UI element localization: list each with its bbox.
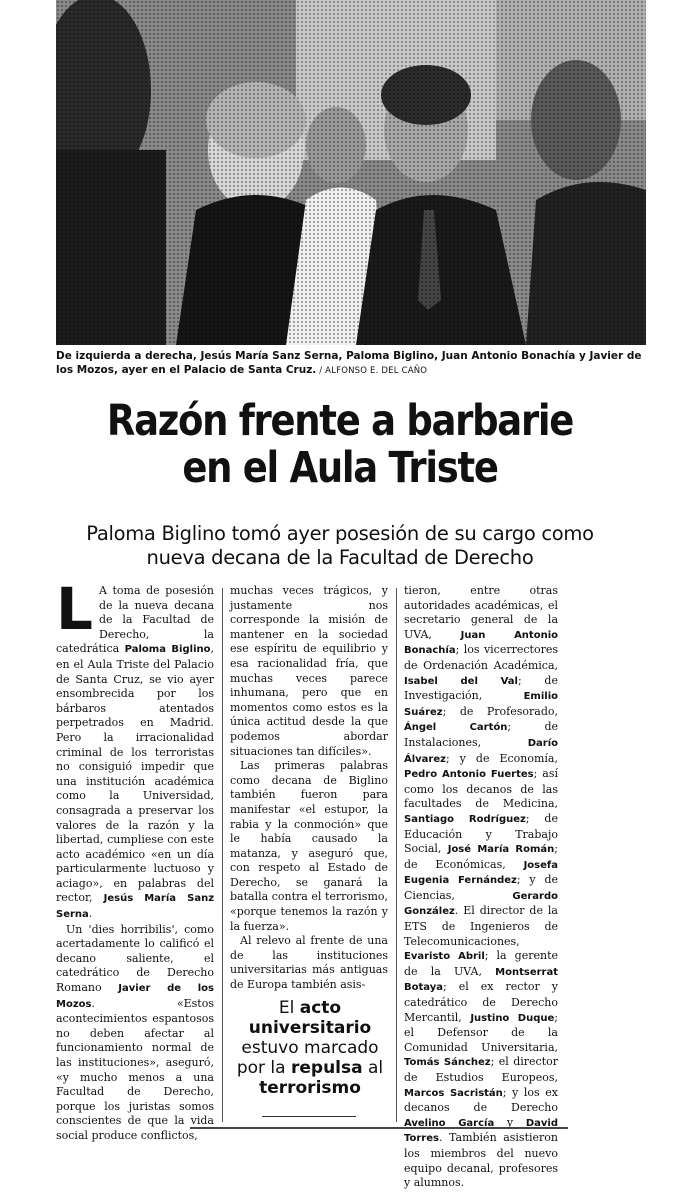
text: ; el director de Estudios Europeos, (404, 1055, 558, 1084)
text: ; los vicerrectores de Ordenación Académica, (404, 643, 558, 672)
bottom-rule (190, 1127, 568, 1129)
person-name: Tomás Sánchez (404, 1057, 491, 1069)
quote-text: por la (236, 1058, 291, 1078)
quote-text: El (278, 998, 300, 1018)
quote-text-bold: universitario (248, 1018, 372, 1038)
paragraph: muchas veces trágicos, y justamente nos corresponde la misión de mantener en la sociedad ese espíritu de equilibrio y esa racionalidad fría, que muchas veces parece inhumana, pero que en momentos como estos es la única actitud desde la que podemos abordar situaciones tan difíciles». (230, 584, 388, 758)
person-name: David Torres (404, 1117, 558, 1145)
text: ; el Defensor de la Comunidad Universitaria, (404, 1010, 558, 1054)
news-photo (56, 0, 646, 345)
paragraph (56, 923, 214, 1144)
person-name: Jesús María Sanz Serna (56, 893, 215, 921)
text: ; y de Ciencias, (404, 873, 559, 902)
text: , en el Aula Triste del Palacio de Santa Cruz, se vio ayer ensombrecida por los bárbaros atentados perpetrados en Madrid. Pero la irracionalidad criminal de los terroristas no consiguió impedir que una institución académica como la Universidad, consagrada a preservar los valores de la razón y la libertad, cumpliese con este acto académico «en un día particularmente luctuoso y aciago», en palabras del rector, (56, 642, 214, 905)
column-divider (222, 588, 223, 1122)
headline-line-2: en el Aula Triste (182, 443, 498, 493)
column-divider (396, 588, 397, 1122)
paragraph: Las primeras palabras como decana de Biglino también fueron para manifestar «el estupor, la rabia y la conmoción» que le había causado la matanza, y aseguró que, con respeto al Estado de Derecho, se ganará la batalla contra el terrorismo, «porque tenemos la razón y la fuerza». (230, 759, 388, 933)
article-column-1 (56, 575, 215, 1144)
text: . «Estos acontecimientos espantosos no deben afectar al funcionamiento normal de las instituciones», aseguró, «y mucho menos a una Facultad de Derecho, porque los juristas somos conscientes de que la vida social produce conflictos, (56, 996, 214, 1142)
paragraph: Al relevo al frente de una de las instituciones universitarias más antiguas de Europa también asis- (230, 934, 388, 992)
photo-credit: / ALFONSO E. DEL CAÑO (316, 366, 428, 376)
paragraph (56, 575, 215, 923)
person-name: Evaristo Abril (404, 951, 485, 963)
text: y (494, 1115, 526, 1129)
text: ; de Educación y Trabajo Social, (404, 811, 558, 856)
caption-text: De izquierda a derecha, Jesús María Sanz Serna, Paloma Biglino, Juan Antonio Bonachía y Javier de los Mozos, ayer en el Palacio de Santa Cruz. (56, 350, 642, 376)
subheadline-line-1: Paloma Biglino tomó ayer posesión de su cargo como (86, 522, 594, 545)
photo-image (56, 0, 646, 345)
person-name: Avelino García (404, 1117, 495, 1129)
person-name: José María Román (447, 844, 555, 856)
person-name: Montserrat Botaya (404, 966, 558, 994)
text: A toma de posesión de la nueva decana de la Facultad de Derecho, la catedrática (56, 584, 214, 656)
person-name: Gerardo González (404, 890, 558, 918)
article-column-2 (230, 584, 388, 993)
quote-text-bold: repulsa (290, 1058, 363, 1078)
text: tieron, entre otras autoridades académicas, el secretario general de la UVA, (404, 584, 558, 641)
article-column-3 (404, 584, 558, 1191)
person-name: Marcos Sacristán (404, 1087, 503, 1099)
text: ; la gerente de la UVA, (404, 949, 558, 978)
text: . (88, 907, 93, 921)
person-name: Pedro Antonio Fuertes (404, 769, 534, 781)
text: ; de Profesorado, (442, 704, 558, 718)
text: ; y de Economía, (445, 751, 558, 765)
person-name: Javier de los Mozos (56, 983, 214, 1010)
drop-cap: L (56, 575, 93, 643)
text: ; de Investigación, (404, 673, 558, 703)
paragraph (404, 584, 558, 1191)
person-name: Josefa Eugenia Fernández (404, 859, 558, 887)
photo-caption (56, 349, 646, 378)
quote-rule (262, 1116, 356, 1117)
headline-line-1: Razón frente a barbarie (106, 396, 574, 446)
person-name: Emilio Suárez (404, 691, 558, 718)
quote-text-bold: acto (299, 998, 342, 1018)
text: ; así como los decanos de las facultades de Medicina, (404, 767, 558, 811)
person-name: Darío Álvarez (404, 737, 558, 765)
text: ; de Económicas, (404, 842, 559, 871)
text: . El director de la ETS de Ingenieros de Telecomunicaciones, (404, 904, 558, 948)
text: ; de Instalaciones, (404, 720, 558, 749)
text: Un 'dies horribilis', como acertadamente lo calificó el decano saliente, el catedrático de Derecho Romano (56, 922, 214, 995)
person-name: Isabel del Val (404, 675, 518, 687)
subheadline-line-2: nueva decana de la Facultad de Derecho (146, 546, 534, 569)
text: ; el ex rector y catedrático de Derecho Mercantil, (404, 980, 558, 1024)
person-name: Ángel Cartón (404, 722, 508, 734)
person-name: Justino Duque (470, 1012, 555, 1024)
quote-text: al (362, 1058, 384, 1078)
subheadline (40, 522, 640, 570)
text: ; y los ex decanos de Derecho (404, 1085, 558, 1115)
person-name: Paloma Biglino (124, 644, 211, 656)
text: . También asistieron los miembros del nuevo equipo decanal, profesores y alumnos. (404, 1131, 558, 1190)
person-name: Santiago Rodríguez (404, 813, 526, 825)
quote-text-bold: terrorismo (259, 1078, 361, 1098)
pull-quote (232, 998, 388, 1098)
headline (82, 398, 598, 492)
quote-text: estuvo marcado (241, 1038, 379, 1058)
person-name: Juan Antonio Bonachía (404, 629, 558, 657)
